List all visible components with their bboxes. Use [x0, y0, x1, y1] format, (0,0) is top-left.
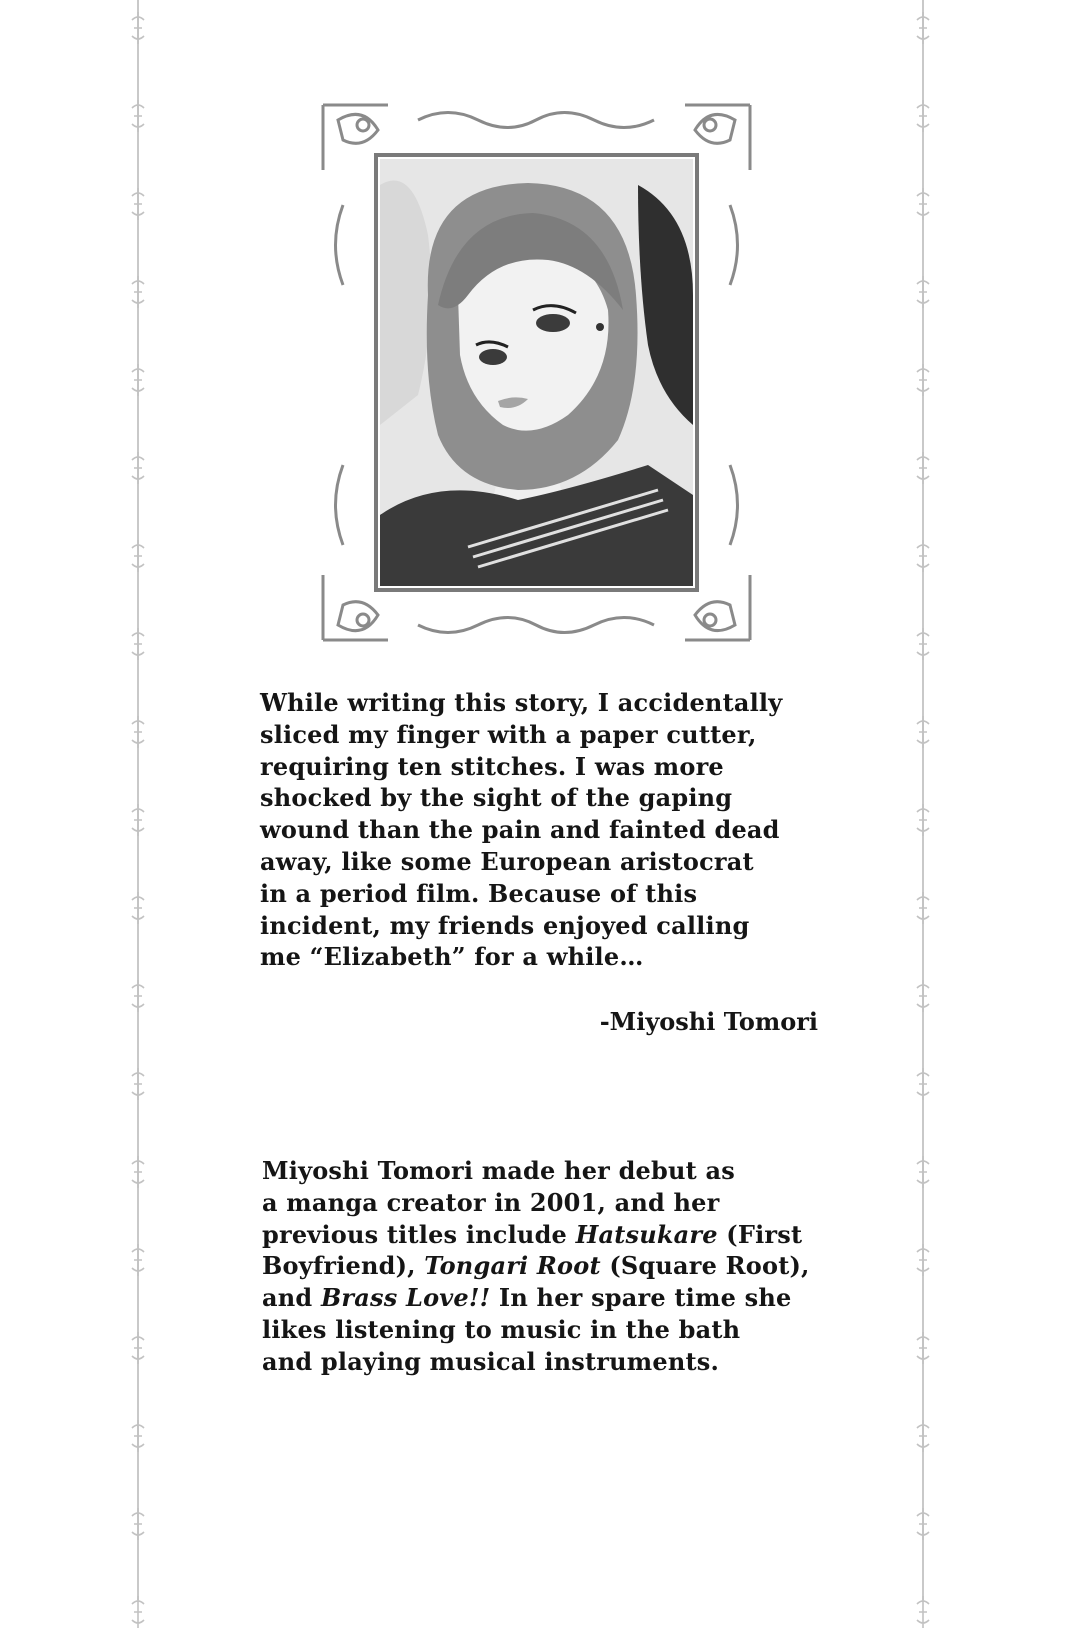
- note-line: me “Elizabeth” for a while…: [260, 942, 644, 972]
- bio-line: and playing musical instruments.: [262, 1346, 720, 1376]
- author-bio: [262, 1155, 810, 1378]
- portrait-frame: [318, 95, 755, 650]
- note-line: wound than the pain and fainted dead: [260, 815, 780, 845]
- scroll-ornament-icon: [913, 1596, 933, 1628]
- bio-line: Miyoshi Tomori made her debut as: [262, 1156, 735, 1185]
- scroll-ornament-icon: [913, 188, 933, 220]
- scroll-ornament-icon: [128, 452, 148, 484]
- scroll-ornament-icon: [128, 716, 148, 748]
- scroll-ornament-icon: [913, 716, 933, 748]
- scroll-ornament-icon: [913, 1156, 933, 1188]
- scroll-ornament-icon: [128, 804, 148, 836]
- title-tongari-root: Tongari Root: [424, 1251, 601, 1281]
- title-brass-love: Brass Love!!: [320, 1283, 491, 1313]
- scroll-ornament-icon: [128, 1156, 148, 1188]
- scroll-ornament-icon: [128, 100, 148, 132]
- note-line: sliced my finger with a paper cutter,: [260, 719, 757, 749]
- scroll-ornament-icon: [128, 1420, 148, 1452]
- scroll-ornament-icon: [913, 100, 933, 132]
- scroll-ornament-icon: [128, 364, 148, 396]
- scroll-ornament-icon: [913, 12, 933, 44]
- scroll-ornament-icon: [913, 1420, 933, 1452]
- note-line: While writing this story, I accidentally: [260, 688, 783, 717]
- scroll-ornament-icon: [128, 1068, 148, 1100]
- scroll-ornament-icon: [913, 540, 933, 572]
- scroll-ornament-icon: [913, 628, 933, 660]
- note-line: in a period film. Because of this: [260, 878, 698, 908]
- title-hatsukare: Hatsukare: [575, 1219, 718, 1249]
- bio-line: previous titles include Hatsukare (First: [262, 1219, 803, 1249]
- scroll-ornament-icon: [913, 1244, 933, 1276]
- scroll-ornament-icon: [128, 1596, 148, 1628]
- bio-line: Boyfriend), Tongari Root (Square Root),: [262, 1251, 810, 1281]
- scroll-ornament-icon: [128, 892, 148, 924]
- author-note: [260, 687, 783, 973]
- bio-line: likes listening to music in the bath: [262, 1314, 741, 1344]
- portrait-illustration-icon: [318, 95, 755, 650]
- scroll-ornament-icon: [913, 452, 933, 484]
- scroll-ornament-icon: [913, 892, 933, 924]
- bio-line: a manga creator in 2001, and her: [262, 1187, 720, 1217]
- scroll-ornament-icon: [913, 980, 933, 1012]
- scroll-ornament-icon: [128, 980, 148, 1012]
- note-line: shocked by the sight of the gaping: [260, 783, 733, 813]
- right-border-ornament: [913, 0, 933, 1600]
- scroll-ornament-icon: [128, 1332, 148, 1364]
- scroll-ornament-icon: [128, 1508, 148, 1540]
- scroll-ornament-icon: [913, 1332, 933, 1364]
- scroll-ornament-icon: [128, 12, 148, 44]
- bio-line: and Brass Love!! In her spare time she: [262, 1283, 792, 1313]
- scroll-ornament-icon: [128, 188, 148, 220]
- left-border-ornament: [128, 0, 148, 1600]
- author-signature: -Miyoshi Tomori: [599, 1007, 818, 1036]
- scroll-ornament-icon: [128, 1244, 148, 1276]
- scroll-ornament-icon: [913, 1508, 933, 1540]
- scroll-ornament-icon: [913, 276, 933, 308]
- scroll-ornament-icon: [128, 540, 148, 572]
- scroll-ornament-icon: [913, 364, 933, 396]
- note-line: away, like some European aristocrat: [260, 846, 754, 876]
- note-line: requiring ten stitches. I was more: [260, 751, 724, 781]
- scroll-ornament-icon: [128, 276, 148, 308]
- scroll-ornament-icon: [913, 1068, 933, 1100]
- note-line: incident, my friends enjoyed calling: [260, 910, 750, 940]
- scroll-ornament-icon: [128, 628, 148, 660]
- scroll-ornament-icon: [913, 804, 933, 836]
